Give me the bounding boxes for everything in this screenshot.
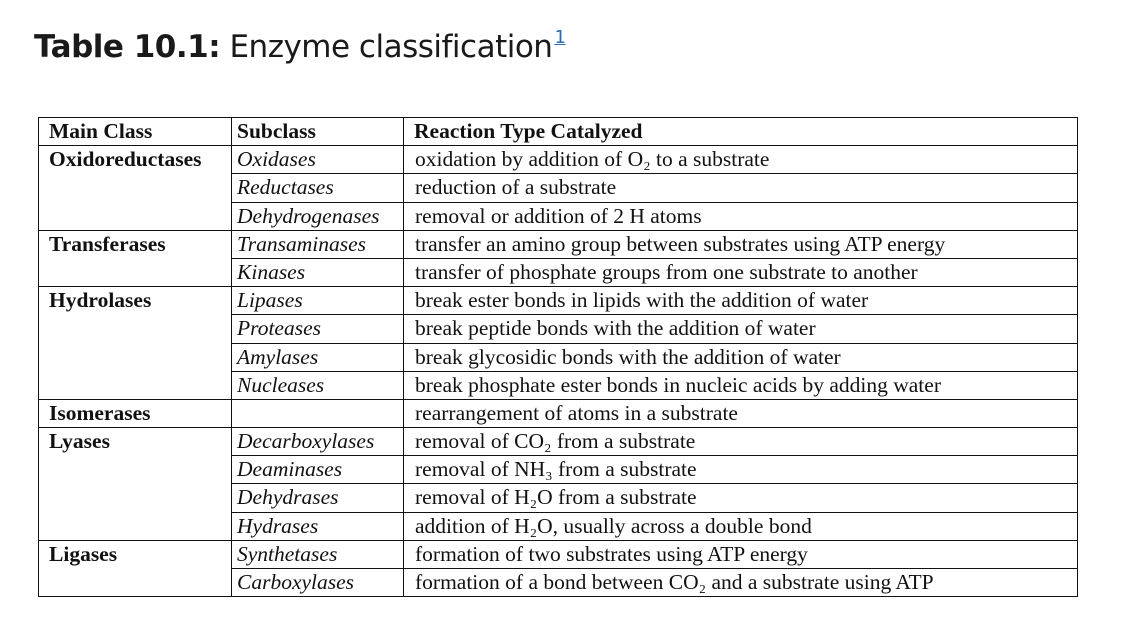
reaction-type-cell: formation of two substrates using ATP energy — [404, 540, 1078, 568]
reaction-type-cell: break glycosidic bonds with the addition of water — [404, 343, 1078, 371]
reaction-type-cell: transfer an amino group between substrates using ATP energy — [404, 230, 1078, 258]
header-subclass: Subclass — [232, 118, 404, 146]
subclass-cell: Kinases — [232, 258, 404, 286]
caption-title: Enzyme classification — [229, 29, 553, 65]
subclass-cell: Deaminases — [232, 456, 404, 484]
subclass-cell: Hydrases — [232, 512, 404, 540]
reaction-type-cell: rearrangement of atoms in a substrate — [404, 399, 1078, 427]
table-row — [39, 540, 1078, 568]
table-row — [39, 202, 1078, 230]
reaction-type-cell: break peptide bonds with the addition of water — [404, 315, 1078, 343]
table-row — [39, 371, 1078, 399]
reaction-type-cell: removal of NH₃ from a substrate — [404, 456, 1078, 484]
main-class-cell — [39, 315, 232, 343]
reaction-type-cell: oxidation by addition of O₂ to a substrate — [404, 146, 1078, 174]
table-row — [39, 315, 1078, 343]
main-class-cell — [39, 202, 232, 230]
table-header-row — [39, 118, 1078, 146]
reaction-type-cell: break ester bonds in lipids with the addition of water — [404, 287, 1078, 315]
subclass-cell: Amylases — [232, 343, 404, 371]
subclass-cell: Carboxylases — [232, 569, 404, 597]
subclass-cell: Transaminases — [232, 230, 404, 258]
reaction-type-cell: removal of H₂O from a substrate — [404, 484, 1078, 512]
table-row — [39, 258, 1078, 286]
main-class-cell: Oxidoreductases — [39, 146, 232, 174]
main-class-cell — [39, 484, 232, 512]
table-row — [39, 456, 1078, 484]
table-row — [39, 399, 1078, 427]
main-class-cell — [39, 343, 232, 371]
reaction-type-cell: reduction of a substrate — [404, 174, 1078, 202]
main-class-cell: Hydrolases — [39, 287, 232, 315]
main-class-cell — [39, 174, 232, 202]
table-row — [39, 428, 1078, 456]
main-class-cell — [39, 371, 232, 399]
table-row — [39, 512, 1078, 540]
header-main-class: Main Class — [39, 118, 232, 146]
header-reaction-type: Reaction Type Catalyzed — [404, 118, 1078, 146]
main-class-cell — [39, 258, 232, 286]
subclass-cell: Nucleases — [232, 371, 404, 399]
reaction-type-cell: formation of a bond between CO₂ and a substrate using ATP — [404, 569, 1078, 597]
subclass-cell: Oxidases — [232, 146, 404, 174]
table-row — [39, 174, 1078, 202]
table-row — [39, 569, 1078, 597]
main-class-cell: Transferases — [39, 230, 232, 258]
subclass-cell: Proteases — [232, 315, 404, 343]
table-body — [39, 146, 1078, 597]
subclass-cell: Lipases — [232, 287, 404, 315]
reaction-type-cell: removal of CO₂ from a substrate — [404, 428, 1078, 456]
reaction-type-cell: transfer of phosphate groups from one substrate to another — [404, 258, 1078, 286]
reaction-type-cell: addition of H₂O, usually across a double bond — [404, 512, 1078, 540]
main-class-cell — [39, 456, 232, 484]
main-class-cell: Isomerases — [39, 399, 232, 427]
reaction-type-cell: break phosphate ester bonds in nucleic acids by adding water — [404, 371, 1078, 399]
main-class-cell: Ligases — [39, 540, 232, 568]
table-row — [39, 230, 1078, 258]
table-caption — [34, 14, 565, 71]
subclass-cell: Synthetases — [232, 540, 404, 568]
main-class-cell — [39, 512, 232, 540]
footnote-link[interactable]: 1 — [554, 27, 566, 48]
caption-label: Table 10.1: — [34, 29, 221, 65]
subclass-cell: Decarboxylases — [232, 428, 404, 456]
table-row — [39, 343, 1078, 371]
main-class-cell: Lyases — [39, 428, 232, 456]
main-class-cell — [39, 569, 232, 597]
subclass-cell: Dehydrogenases — [232, 202, 404, 230]
subclass-cell: Reductases — [232, 174, 404, 202]
table-row — [39, 287, 1078, 315]
table-row — [39, 484, 1078, 512]
table-row — [39, 146, 1078, 174]
subclass-cell: Dehydrases — [232, 484, 404, 512]
subclass-cell — [232, 399, 404, 427]
enzyme-classification-table — [38, 117, 1078, 597]
reaction-type-cell: removal or addition of 2 H atoms — [404, 202, 1078, 230]
